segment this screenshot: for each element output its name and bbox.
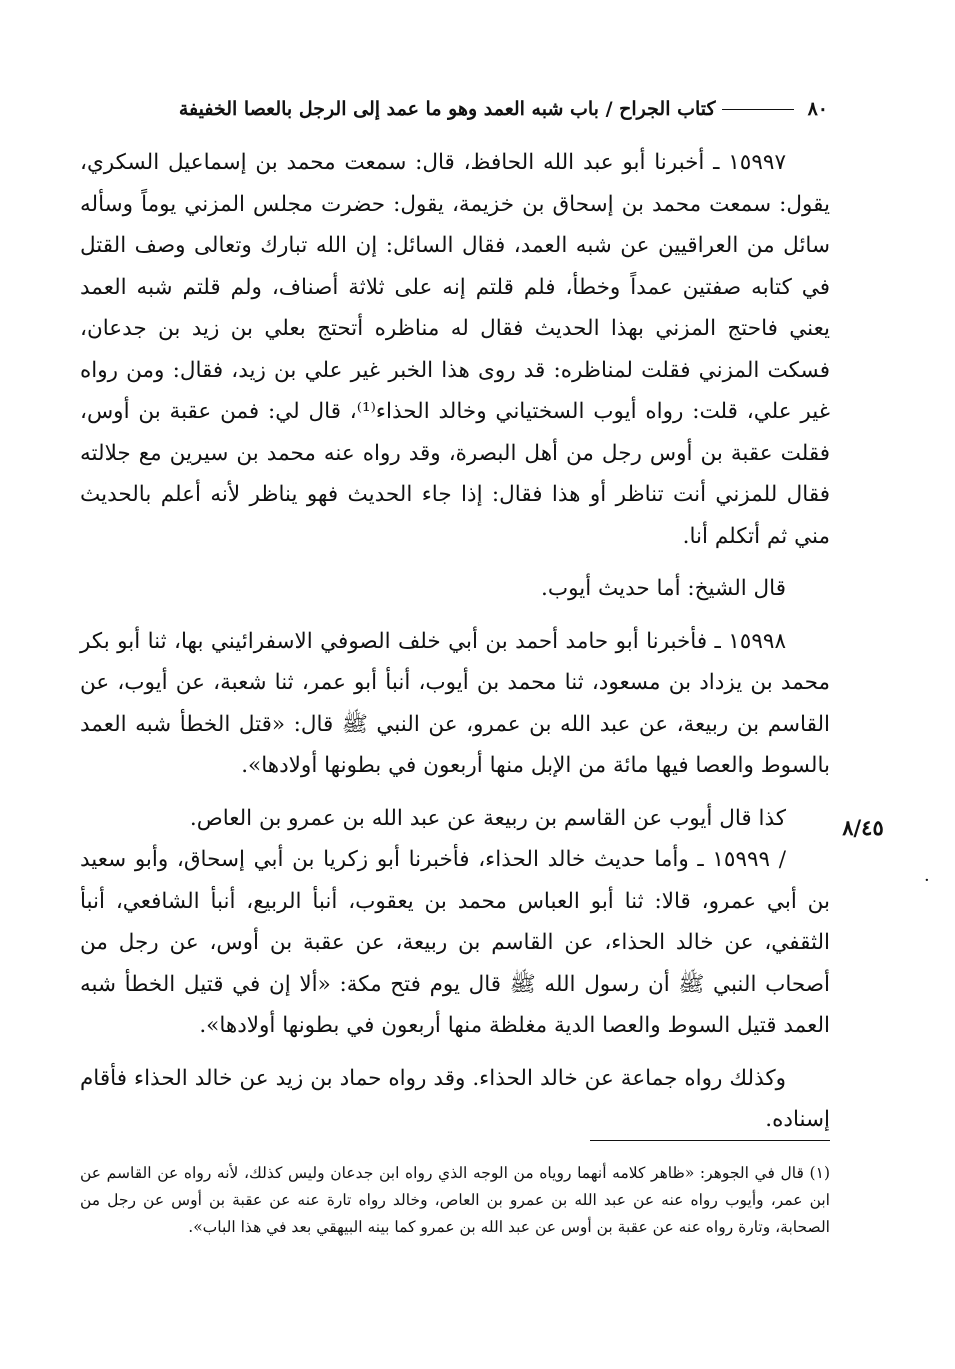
footnote-1: (١) قال في الجوهر: «ظاهر كلامه أنهما روياه من الوجه الذي رواه ابن جدعان وليس كذلك، لأنه رواه عن القاسم عن ابن عمر، وأيوب رواه عنه عن عبد الله بن عمرو بن العاص، وخالد رواه تارة عنه عن عقبة بن أوس عن رجل من الصحابة، وتارة رواه عنه عن عقبة بن أوس عن عبد الله بن عمرو كما بينه البيهقي بعد في هذا الباب». xyxy=(80,1164,830,1236)
hadith-15999: / ١٥٩٩٩ ـ وأما حديث خالد الحذاء، فأخبرنا أبو زكريا بن أبي إسحاق، وأبو سعيد بن أبي عمرو، قالا: ثنا أبو العباس محمد بن يعقوب، أنبأ الربيع، أنبأ الشافعي، أنبأ الثقفي، عن خالد الحذاء، عن القاسم بن ربيعة، عن عقبة بن أوس، عن رجل من أصحاب النبي ﷺ أن رسول الله ﷺ قال يوم فتح مكة: «ألا إن في قتيل الخطأ شبه العمد قتيل السوط والعصا الدية مغلظة منها أربعون في بطونها أولادها». xyxy=(80,847,830,1038)
margin-volume-page-ref: ٨/٤٥ xyxy=(842,815,884,840)
sheikh-remark: قال الشيخ: أما حديث أيوب. xyxy=(541,576,786,601)
margin-dot: · xyxy=(924,870,930,891)
ayyub-note: كذا قال أيوب عن القاسم بن ربيعة عن عبد الله بن عمرو بن العاص. xyxy=(189,805,786,831)
footnotes xyxy=(80,1160,830,1241)
hadith-15998: ١٥٩٩٨ ـ فأخبرنا أبو حامد أحمد بن أبي خلف الصوفي الاسفرائيني بها، ثنا أبو بكر محمد بن يزداد بن مسعود، ثنا محمد بن أيوب، أنبأ أبو عمر، ثنا شعبة، عن أيوب، عن القاسم بن ربيعة، عن عبد الله بن عمرو، عن النبي ﷺ قال: «قتل الخطأ شبه العمد بالسوط والعصا فيها مائة من الإبل منها أربعون في بطونها أولادها». xyxy=(80,628,830,778)
closing-remark: وكذلك رواه جماعة عن خالد الحذاء. وقد رواه حماد بن زيد عن خالد الحذاء فأقام إسناده. xyxy=(80,1065,830,1132)
footnote-separator xyxy=(590,1140,830,1141)
main-text xyxy=(80,142,830,1141)
page-number: ٨٠ xyxy=(807,98,828,120)
header-rule xyxy=(722,109,794,110)
page-header xyxy=(82,92,828,126)
hadith-15997: ١٥٩٩٧ ـ أخبرنا أبو عبد الله الحافظ، قال: سمعت محمد بن إسماعيل السكري، يقول: سمعت محمد بن إسحاق بن خزيمة، يقول: حضرت مجلس المزني يوماً وسأله سائل من العراقيين عن شبه العمد، فقال السائل: إن الله تبارك وتعالى وصف القتل في كتابه صفتين عمداً وخطأ، فلم قلتم إنه على ثلاثة أصناف، ولم قلتم شبه العمد يعني فاحتج المزني بهذا الحديث فقال له مناظره أتحتج بعلي بن زيد بن جدعان، فسكت المزني فقلت لمناظره: قد روى هذا الخبر غير علي بن زيد، فقال: ومن رواه غير علي، قلت: رواه أيوب السختياني وخالد الحذاء⁽¹⁾، قال لي: فمن عقبة بن أوس، فقلت عقبة بن أوس رجل من أهل البصرة، وقد رواه عنه محمد بن سيرين مع جلالته فقال للمزني أنت تناظر أو هذا فقال: إذا جاء الحديث فهو يناظر لأنه أعلم بالحديث مني ثم أتكلم أنا. xyxy=(80,150,830,549)
running-title: كتاب الجراح / باب شبه العمد وهو ما عمد إلى الرجل بالعصا الخفيفة xyxy=(178,98,716,120)
